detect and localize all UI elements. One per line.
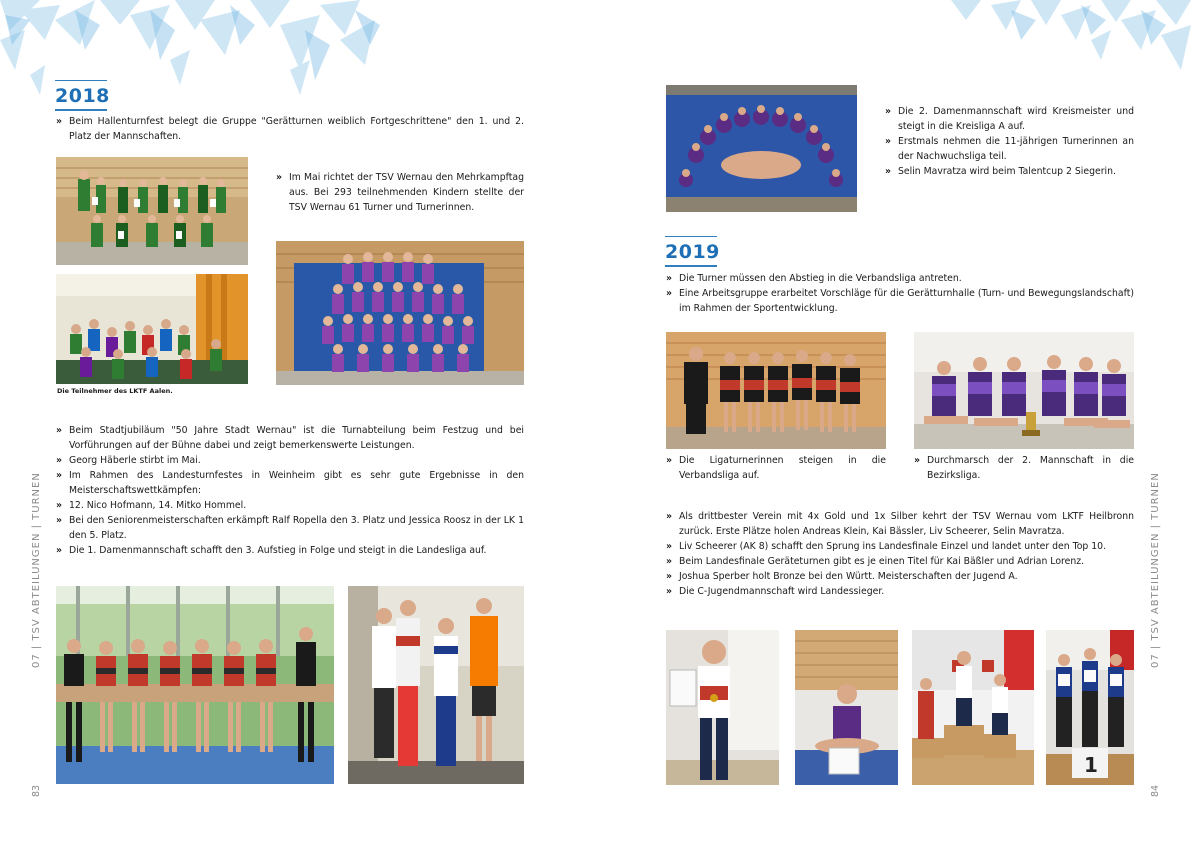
list-item: » Die Turner müssen den Abstieg in die Verbandsliga antreten. xyxy=(666,271,1134,286)
svg-text:1: 1 xyxy=(1084,753,1098,777)
list-item: » Erstmals nehmen die 11-jährigen Turnerinnen an der Nachwuchsliga teil. xyxy=(885,134,1134,164)
heading-underline xyxy=(665,265,717,267)
list-item: » Im Mai richtet der TSV Wernau den Mehrkampftag aus. Bei 293 teilnehmenden Kindern stellte der TSV Wernau 61 Turner und Turnerinnen. xyxy=(276,170,524,215)
bullets-2018-main xyxy=(56,423,524,558)
heading-rule xyxy=(55,80,107,81)
photo-group-certificates xyxy=(56,157,248,265)
photo-caption-lktf: Die Teilnehmer des LKTF Aalen. xyxy=(57,387,173,395)
photo-lktf-participants xyxy=(56,274,248,384)
heading-rule xyxy=(665,236,717,237)
bullets-right-top xyxy=(885,104,1134,179)
list-item: » Im Rahmen des Landesturnfestes in Weinheim gibt es sehr gute Ergebnisse in den Meisterschaftswettkämpfen: xyxy=(56,468,524,498)
list-item: » Durchmarsch der 2. Mannschaft in die Bezirksliga. xyxy=(914,453,1134,483)
year-heading-2018 xyxy=(55,80,110,111)
right-page xyxy=(596,0,1191,842)
list-item: » 12. Nico Hofmann, 14. Mitko Hommel. xyxy=(56,498,524,513)
photo-four-persons xyxy=(348,586,524,784)
side-section-label: 07 | TSV ABTEILUNGEN | TURNEN xyxy=(1150,472,1161,668)
photo-liga-women xyxy=(666,332,886,449)
left-page xyxy=(0,0,595,842)
list-item: » Beim Landesfinale Geräteturnen gibt es je einen Titel für Kai Bäßler und Adrian Lorenz. xyxy=(666,554,1134,569)
bullets-2019 xyxy=(666,271,1134,316)
photo-fan-formation xyxy=(666,85,857,212)
list-item: » Joshua Sperber holt Bronze bei den Württ. Meisterschaften der Jugend A. xyxy=(666,569,1134,584)
photo-podium-ceremony xyxy=(912,630,1034,785)
caption-second-team xyxy=(914,453,1134,483)
crystal-decoration-right xyxy=(951,0,1191,75)
list-item: » Bei den Seniorenmeisterschaften erkämpft Ralf Ropella den 3. Platz und Jessica Roosz in der LK 1 den 5. Platz. xyxy=(56,513,524,543)
photo-second-team-trophy xyxy=(914,332,1134,449)
bullets-2018-side xyxy=(276,170,524,215)
page-number: 84 xyxy=(1150,784,1161,797)
list-item: » Eine Arbeitsgruppe erarbeitet Vorschläge für die Gerätturnhalle (Turn- und Bewegungslandschaft) im Rahmen der Sportentwicklung. xyxy=(666,286,1134,316)
photo-gymnasts-purple xyxy=(276,241,524,385)
list-item: » Beim Hallenturnfest belegt die Gruppe "Gerätturnen weiblich Fortgeschrittene" den 1. und 2. Platz der Mannschaften. xyxy=(56,114,524,144)
photo-women-team-beam xyxy=(56,586,334,784)
year-heading-2019 xyxy=(665,236,720,267)
list-item: » Die 2. Damenmannschaft wird Kreismeister und steigt in die Kreisliga A auf. xyxy=(885,104,1134,134)
photo-boy-medal xyxy=(666,630,779,785)
list-item: » Liv Scheerer (AK 8) schafft den Sprung ins Landesfinale Einzel und landet unter den Top 10. xyxy=(666,539,1134,554)
caption-liga-women xyxy=(666,453,886,483)
list-item: » Die Ligaturnerinnen steigen in die Verbandsliga auf. xyxy=(666,453,886,483)
list-item: » Die 1. Damenmannschaft schafft den 3. Aufstieg in Folge und steigt in die Landesliga auf. xyxy=(56,543,524,558)
side-section-label: 07 | TSV ABTEILUNGEN | TURNEN xyxy=(31,472,42,668)
bullets-2019-main xyxy=(666,509,1134,599)
photo-girl-kneeling xyxy=(795,630,898,785)
photo-youth-podium xyxy=(1046,630,1134,785)
list-item: » Die C-Jugendmannschaft wird Landessieger. xyxy=(666,584,1134,599)
list-item: » Beim Stadtjubiläum "50 Jahre Stadt Wernau" ist die Turnabteilung beim Festzug und bei Vorführungen auf der Bühne dabei und zeigt bemerkenswerte Leistungen. xyxy=(56,423,524,453)
year-title: 2018 xyxy=(55,85,110,107)
page-number: 83 xyxy=(31,784,42,797)
list-item: » Als drittbester Verein mit 4x Gold und 1x Silber kehrt der TSV Wernau vom LKTF Heilbronn zurück. Erste Plätze holen Andreas Klein, Kai Bässler, Liv Scheerer, Selin Mavratza. xyxy=(666,509,1134,539)
bullets-2018-top xyxy=(56,114,524,144)
list-item: » Selin Mavratza wird beim Talentcup 2 Siegerin. xyxy=(885,164,1134,179)
heading-underline xyxy=(55,109,107,111)
list-item: » Georg Häberle stirbt im Mai. xyxy=(56,453,524,468)
year-title: 2019 xyxy=(665,241,720,263)
